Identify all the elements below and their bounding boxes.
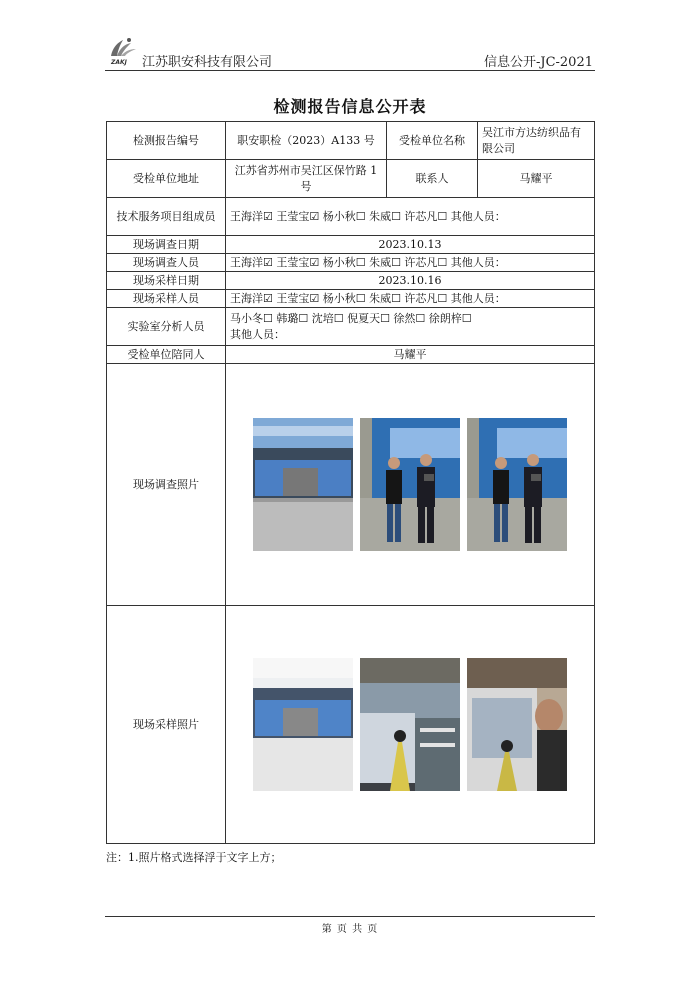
service-members-label: 技术服务项目组成员 bbox=[107, 198, 226, 236]
lab-staff-line-2: 其他人员： bbox=[230, 327, 285, 341]
report-no-label: 检测报告编号 bbox=[107, 122, 226, 160]
sampling-exterior-photo bbox=[253, 658, 353, 791]
footer-divider bbox=[105, 916, 595, 917]
table-row bbox=[107, 606, 595, 844]
lab-staff-value bbox=[226, 308, 595, 346]
survey-staff-label: 现场调查人员 bbox=[107, 254, 226, 272]
header-divider bbox=[105, 70, 595, 71]
client-address-label: 受检单位地址 bbox=[107, 160, 226, 198]
sampling-date-value: 2023.10.16 bbox=[226, 272, 595, 290]
sampling-photos-cell bbox=[226, 606, 595, 844]
survey-photos-label: 现场调查照片 bbox=[107, 364, 226, 606]
lab-staff-label: 实验室分析人员 bbox=[107, 308, 226, 346]
table-row bbox=[107, 346, 595, 364]
client-name-value: 吴江市方达纺织品有限公司 bbox=[478, 122, 595, 160]
table-row bbox=[107, 160, 595, 198]
survey-staff-value: 王海洋☑ 王莹宝☑ 杨小秋☐ 朱威☐ 许芯凡☐ 其他人员： bbox=[226, 254, 595, 272]
table-row bbox=[107, 122, 595, 160]
company-name: 江苏职安科技有限公司 bbox=[142, 55, 273, 70]
survey-people-photo-2 bbox=[467, 418, 567, 551]
table-row bbox=[107, 254, 595, 272]
factory-exterior-photo bbox=[253, 418, 353, 551]
table-row bbox=[107, 272, 595, 290]
survey-photos-cell bbox=[226, 364, 595, 606]
info-table bbox=[106, 121, 595, 844]
table-row bbox=[107, 290, 595, 308]
service-members-value: 王海洋☑ 王莹宝☑ 杨小秋☐ 朱威☐ 许芯凡☐ 其他人员： bbox=[226, 198, 595, 236]
footnote: 注：1.照片格式选择浮于文字上方； bbox=[106, 851, 282, 864]
lab-staff-line-1: 马小冬☐ 韩璐☐ 沈培☐ 倪夏天☐ 徐然☐ 徐朗梓☐ bbox=[230, 311, 472, 325]
contact-value: 马耀平 bbox=[478, 160, 595, 198]
contact-label: 联系人 bbox=[387, 160, 478, 198]
survey-date-label: 现场调查日期 bbox=[107, 236, 226, 254]
sampling-noise-meter-photo-2 bbox=[467, 658, 567, 791]
escort-label: 受检单位陪同人 bbox=[107, 346, 226, 364]
survey-date-value: 2023.10.13 bbox=[226, 236, 595, 254]
table-row bbox=[107, 308, 595, 346]
document-number: 信息公开-JC-2021 bbox=[483, 55, 593, 70]
logo-text: ZAKJ bbox=[111, 59, 127, 66]
sampling-date-label: 现场采样日期 bbox=[107, 272, 226, 290]
sampling-staff-value: 王海洋☑ 王莹宝☑ 杨小秋☐ 朱威☐ 许芯凡☐ 其他人员： bbox=[226, 290, 595, 308]
page-header bbox=[105, 36, 595, 70]
sampling-staff-label: 现场采样人员 bbox=[107, 290, 226, 308]
page-title: 检测报告信息公开表 bbox=[273, 97, 427, 116]
client-name-label: 受检单位名称 bbox=[387, 122, 478, 160]
table-row bbox=[107, 236, 595, 254]
report-no-value: 职安职检（2023）A133 号 bbox=[226, 122, 387, 160]
survey-people-photo-1 bbox=[360, 418, 460, 551]
table-row bbox=[107, 198, 595, 236]
table-row bbox=[107, 364, 595, 606]
page-footer: 第 页 共 页 bbox=[321, 924, 379, 935]
sampling-noise-meter-photo-1 bbox=[360, 658, 460, 791]
sampling-photos-label: 现场采样照片 bbox=[107, 606, 226, 844]
client-address-value: 江苏省苏州市吴江区保竹路 1 号 bbox=[226, 160, 387, 198]
escort-value: 马耀平 bbox=[226, 346, 595, 364]
